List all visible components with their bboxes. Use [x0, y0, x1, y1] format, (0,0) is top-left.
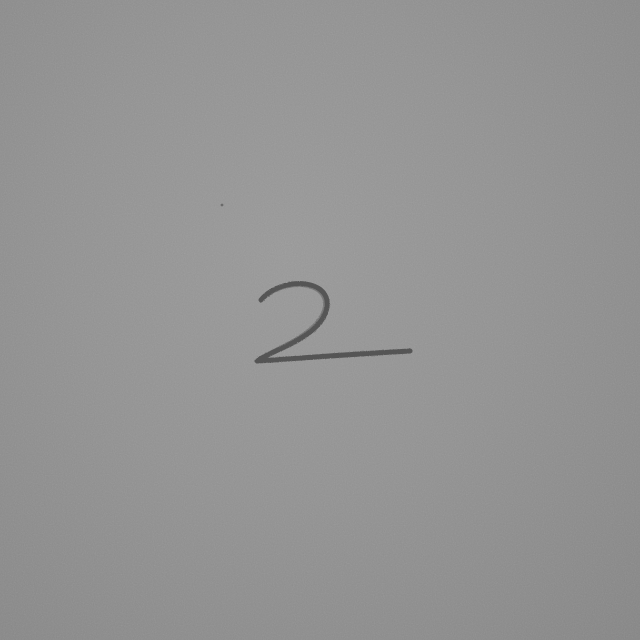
paper-speck: [221, 204, 224, 207]
digit-two-curve: [257, 284, 410, 361]
digit-two-stroke: [257, 284, 410, 361]
